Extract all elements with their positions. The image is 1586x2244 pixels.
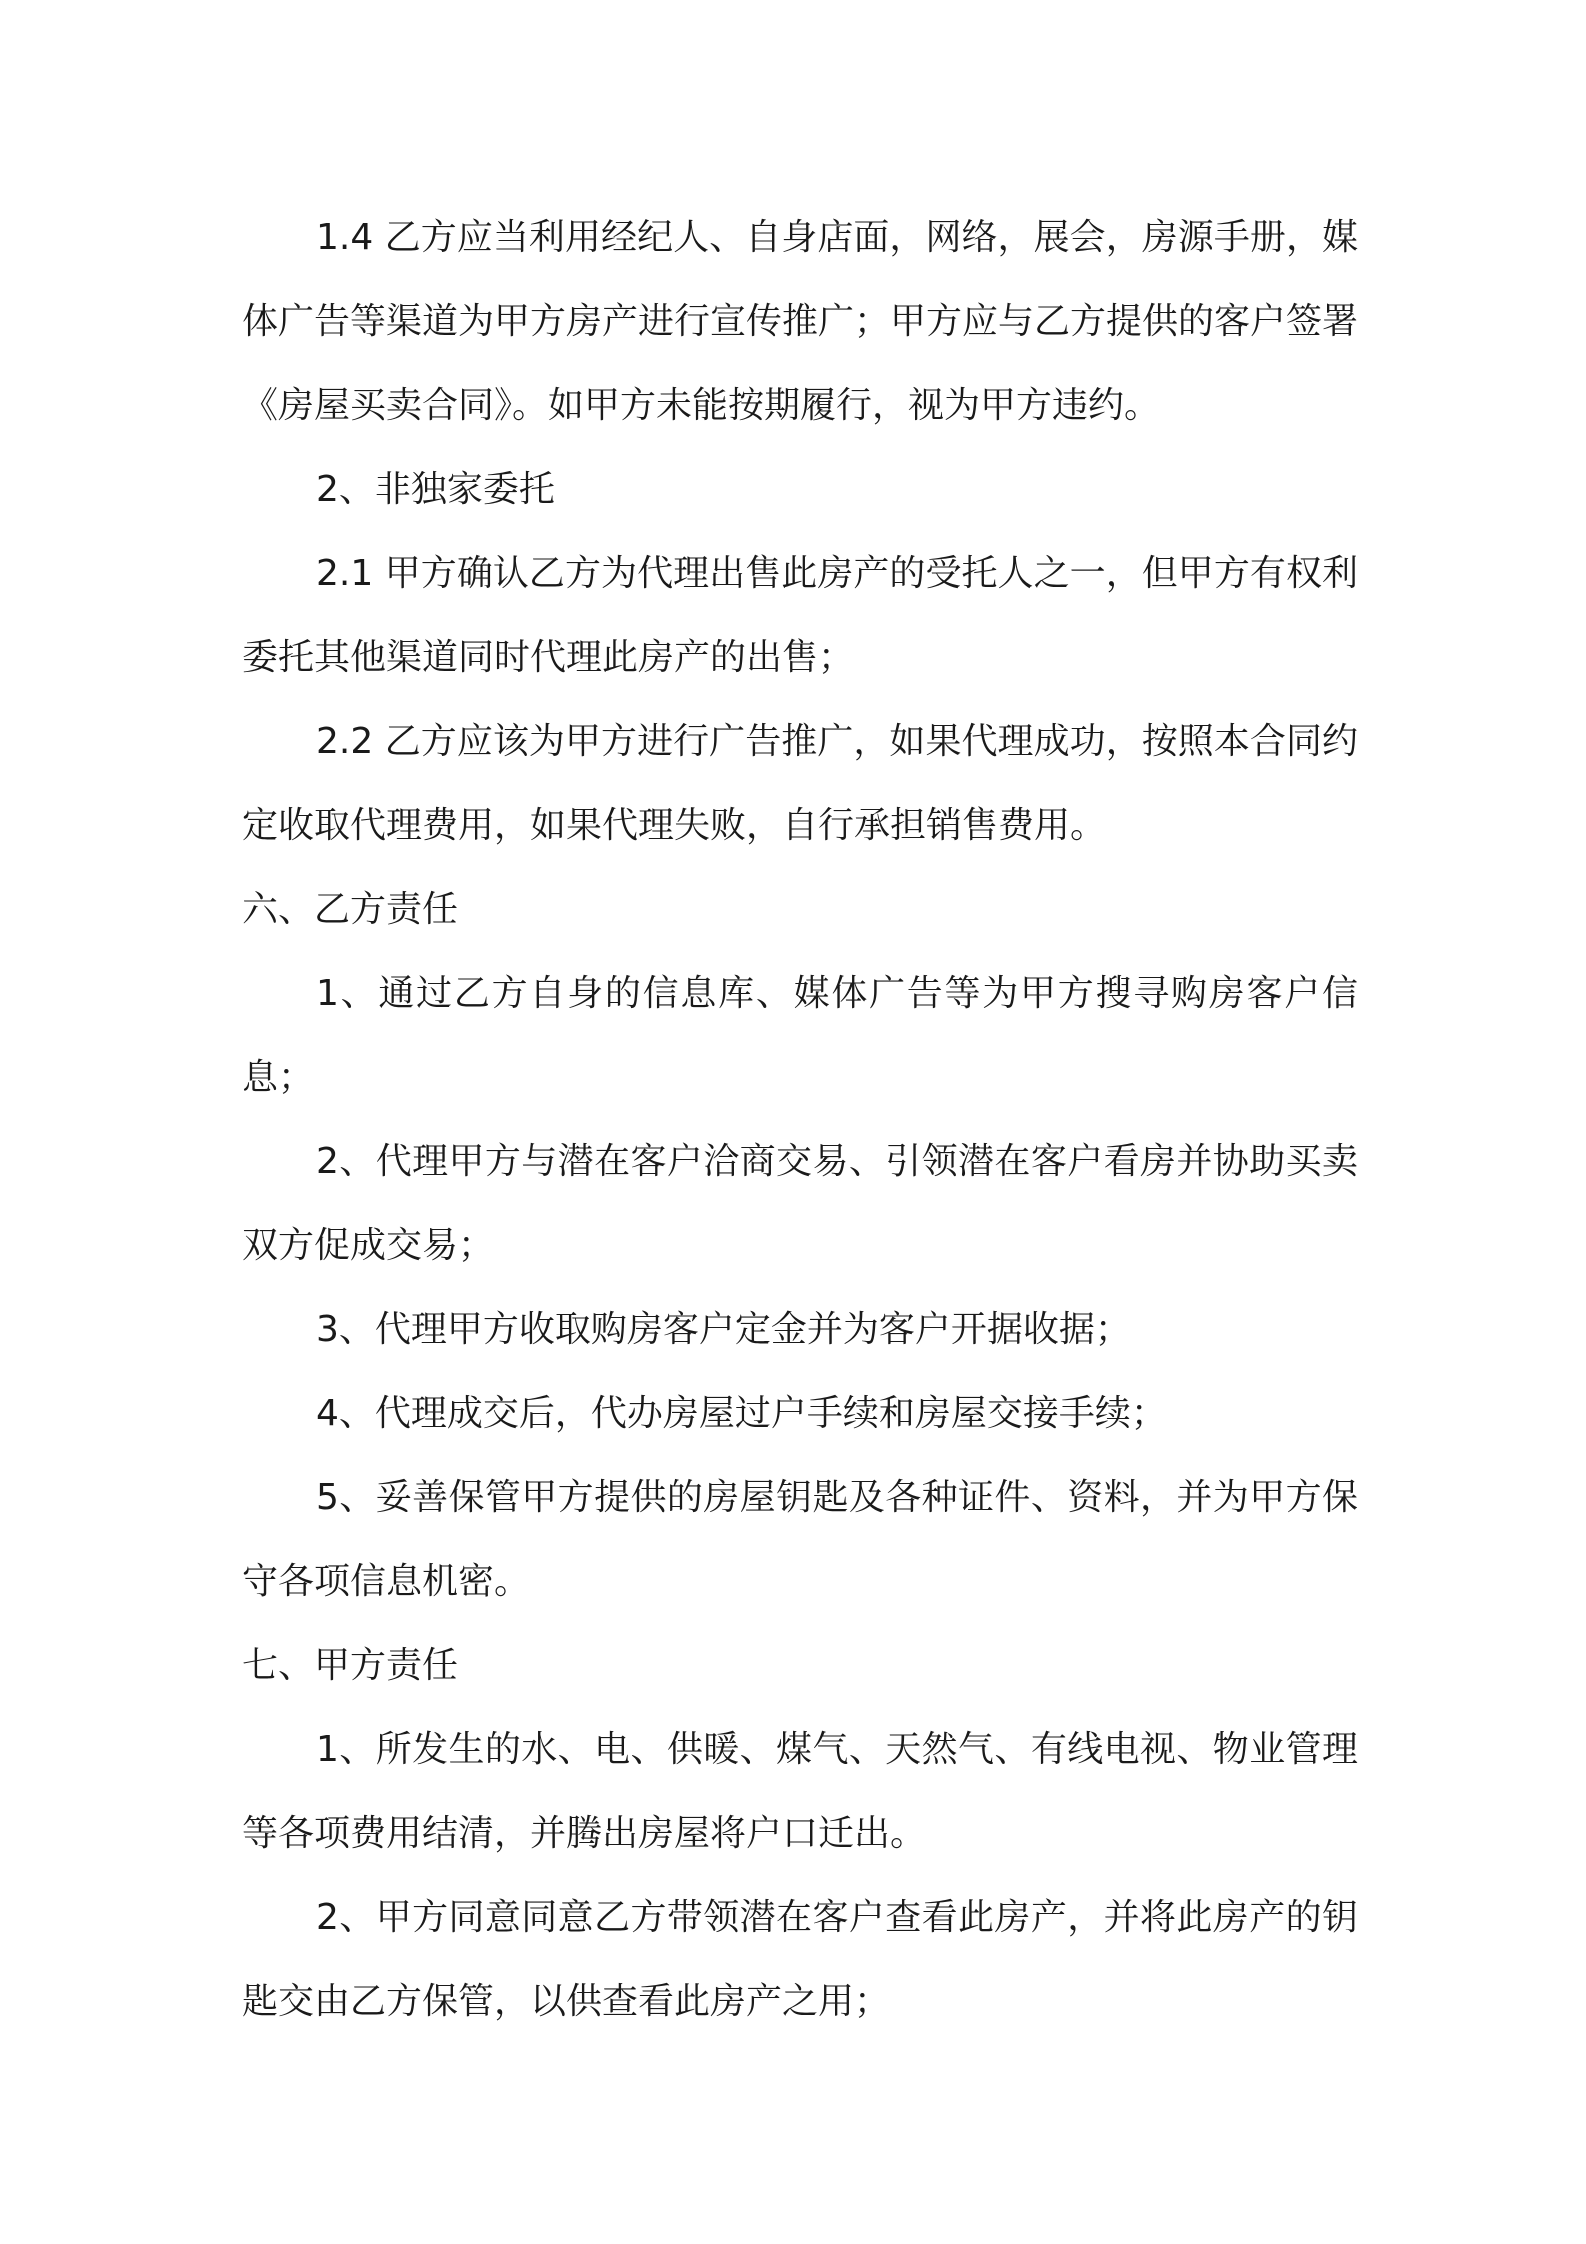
section-7-item-1: 1、所发生的水、电、供暖、煤气、天然气、有线电视、物业管理等各项费用结清，并腾出房屋将户口迁出。 bbox=[242, 1729, 1358, 1854]
section-6-item-4: 4、代理成交后，代办房屋过户手续和房屋交接手续； bbox=[316, 1393, 1167, 1434]
clause-2-1: 2.1 甲方确认乙方为代理出售此房产的受托人之一，但甲方有权利委托其他渠道同时代理此房产的出售； bbox=[242, 553, 1358, 678]
section-6-item-5: 5、妥善保管甲方提供的房屋钥匙及各种证件、资料，并为甲方保守各项信息机密。 bbox=[242, 1477, 1358, 1602]
section-6-item-1: 1、通过乙方自身的信息库、媒体广告等为甲方搜寻购房客户信息； bbox=[242, 973, 1358, 1098]
section-6-item-3: 3、代理甲方收取购房客户定金并为客户开据收据； bbox=[316, 1309, 1131, 1350]
document-body bbox=[242, 196, 1358, 2044]
section-6-item-2: 2、代理甲方与潜在客户洽商交易、引领潜在客户看房并协助买卖双方促成交易； bbox=[242, 1141, 1358, 1266]
clause-2-2: 2.2 乙方应该为甲方进行广告推广，如果代理成功，按照本合同约定收取代理费用，如果代理失败，自行承担销售费用。 bbox=[242, 721, 1358, 846]
section-7-item-2: 2、甲方同意同意乙方带领潜在客户查看此房产，并将此房产的钥匙交由乙方保管，以供查看此房产之用； bbox=[242, 1897, 1358, 2022]
clause-2-heading: 2、非独家委托 bbox=[316, 469, 555, 510]
section-6-heading: 六、乙方责任 bbox=[242, 889, 459, 930]
clause-1-4: 1.4 乙方应当利用经纪人、自身店面，网络，展会，房源手册，媒体广告等渠道为甲方房产进行宣传推广；甲方应与乙方提供的客户签署《房屋买卖合同》。如甲方未能按期履行，视为甲方违约。 bbox=[242, 217, 1359, 426]
section-7-heading: 七、甲方责任 bbox=[242, 1645, 459, 1686]
